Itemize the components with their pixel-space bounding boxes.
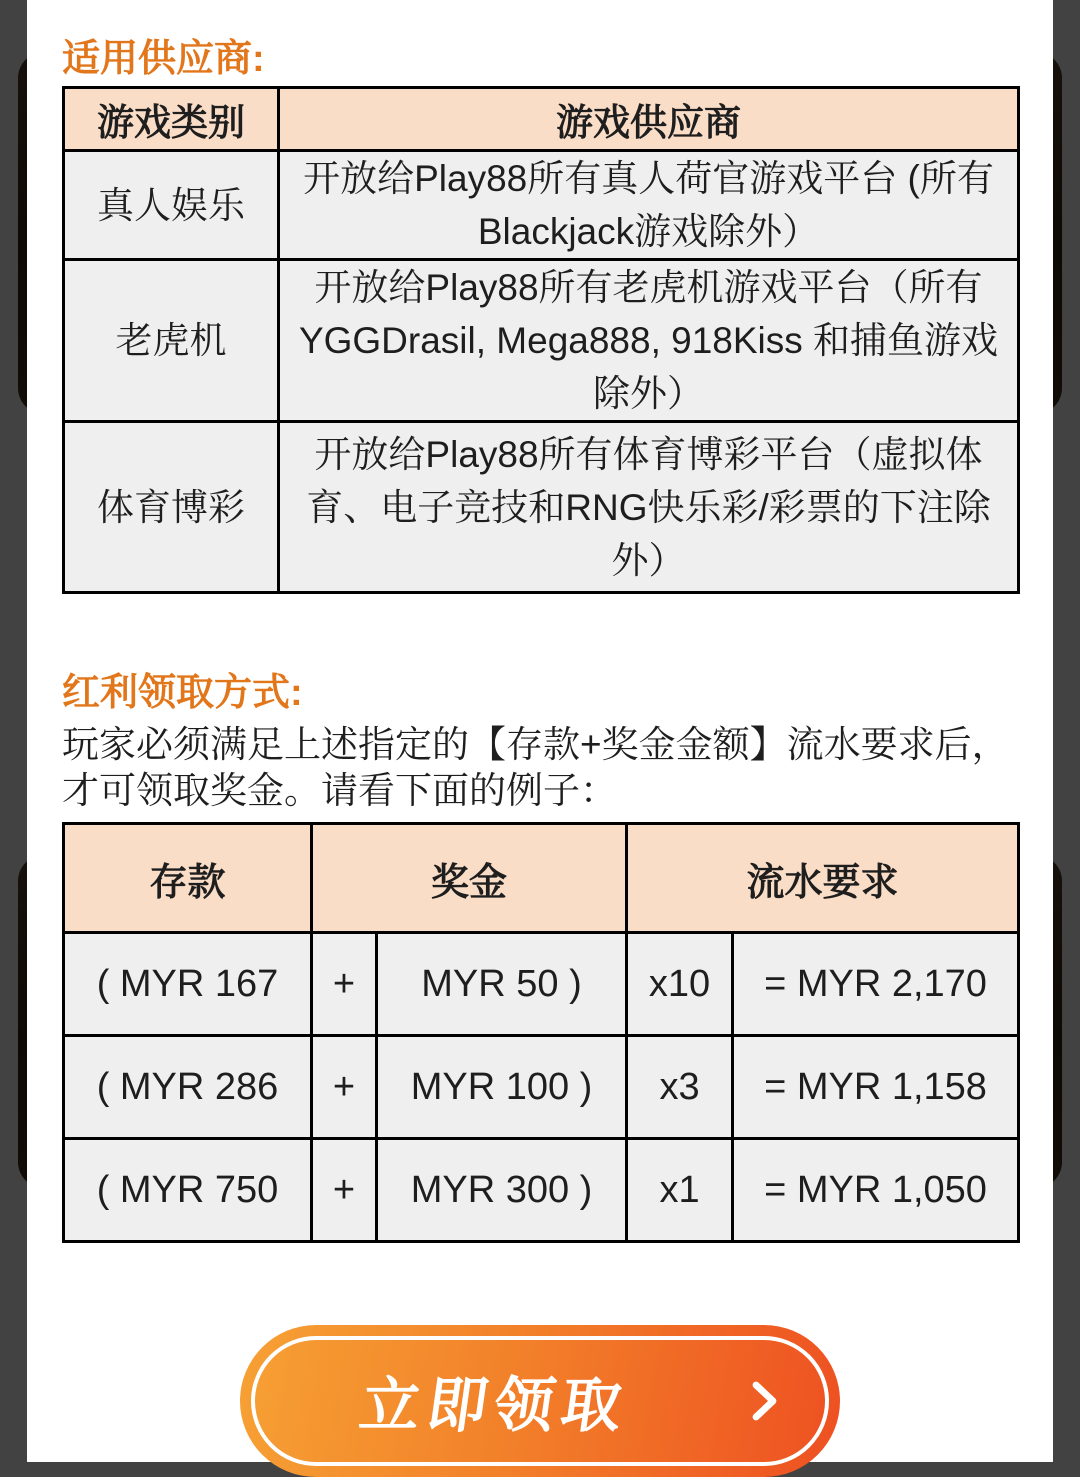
column-header-game-category: 游戏类别 [64,88,279,151]
promo-detail-card [27,0,1053,1462]
provider-cell: 开放给Play88所有真人荷官游戏平台 (所有Blackjack游戏除外） [279,151,1019,260]
table-row [64,1139,1019,1242]
total-cell: = MYR 1,050 [733,1139,1019,1242]
plus-cell: + [312,933,377,1036]
turnover-example-table [62,822,1020,1243]
category-cell: 老虎机 [64,260,279,422]
column-header-game-provider: 游戏供应商 [279,88,1019,151]
provider-cell: 开放给Play88所有体育博彩平台（虚拟体育、电子竞技和RNG快乐彩/彩票的下注除外） [279,422,1019,593]
deposit-cell: ( MYR 750 [64,1139,312,1242]
deposit-cell: ( MYR 167 [64,933,312,1036]
claim-now-button[interactable] [240,1325,840,1477]
table-header-row [64,88,1019,151]
multiplier-cell: x3 [627,1036,733,1139]
provider-cell: 开放给Play88所有老虎机游戏平台（所有YGGDrasil, Mega888, 918Kiss 和捕鱼游戏除外） [279,260,1019,422]
claim-now-label: 立即领取 [355,1372,634,1439]
claim-description: 玩家必须满足上述指定的【存款+奖金金额】流水要求后，才可领取奖金。请看下面的例子： [62,724,1009,811]
table-header-row [64,824,1019,933]
chevron-right-icon [740,1377,788,1425]
table-row [64,1036,1019,1139]
column-header-deposit: 存款 [64,824,312,933]
column-header-bonus: 奖金 [312,824,627,933]
table-row [64,933,1019,1036]
bonus-cell: MYR 300 ) [377,1139,627,1242]
bonus-cell: MYR 50 ) [377,933,627,1036]
providers-table [62,86,1020,594]
category-cell: 真人娱乐 [64,151,279,260]
plus-cell: + [312,1139,377,1242]
column-header-turnover: 流水要求 [627,824,1019,933]
table-row [64,422,1019,593]
total-cell: = MYR 1,158 [733,1036,1019,1139]
bonus-cell: MYR 100 ) [377,1036,627,1139]
table-row [64,260,1019,422]
category-cell: 体育博彩 [64,422,279,593]
multiplier-cell: x1 [627,1139,733,1242]
multiplier-cell: x10 [627,933,733,1036]
plus-cell: + [312,1036,377,1139]
table-row [64,151,1019,260]
claim-section-heading: 红利领取方式: [62,672,303,714]
total-cell: = MYR 2,170 [733,933,1019,1036]
deposit-cell: ( MYR 286 [64,1036,312,1139]
providers-section-heading: 适用供应商: [62,38,265,80]
